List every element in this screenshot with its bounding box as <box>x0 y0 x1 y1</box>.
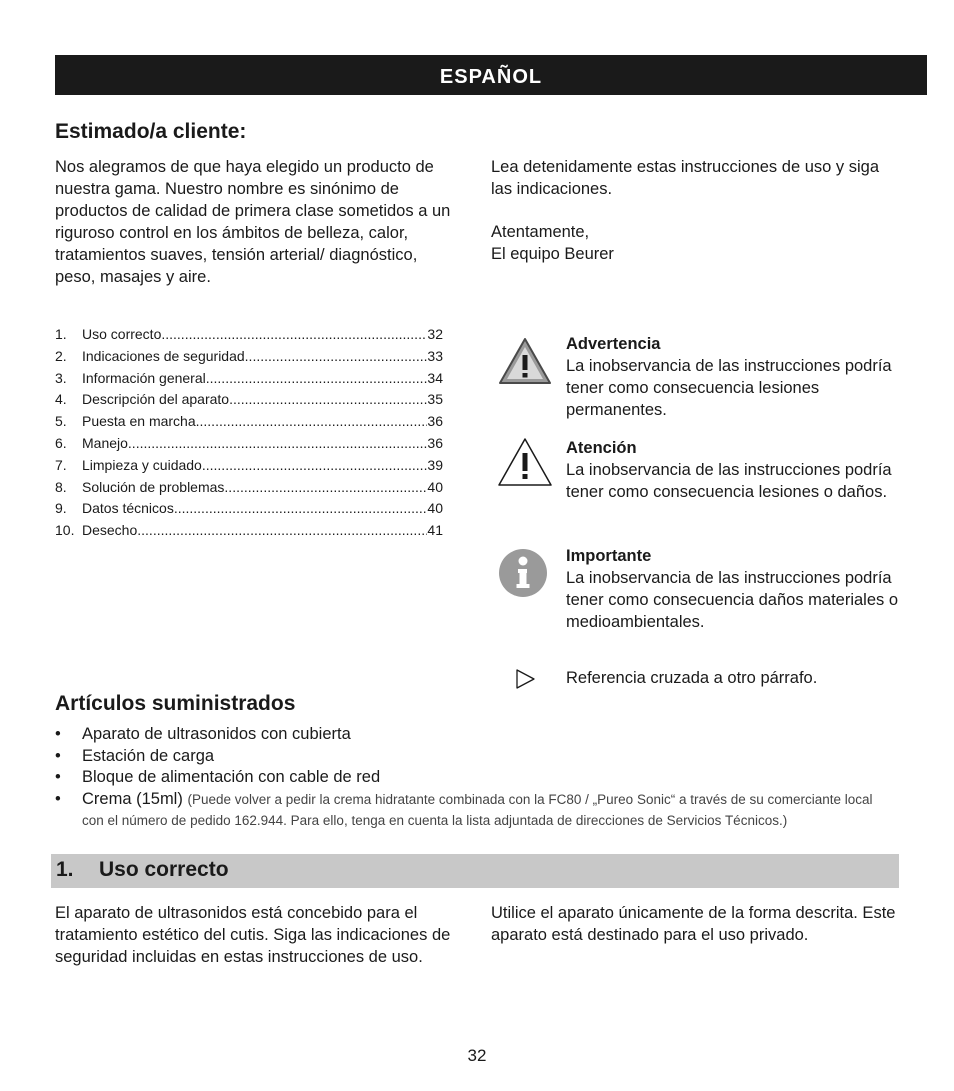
toc-entry[interactable] <box>55 368 443 390</box>
toc-title: Puesta en marcha <box>82 413 196 430</box>
caution-triangle-outline-icon <box>497 436 553 493</box>
notice-caution <box>566 437 906 503</box>
section-number: 1. <box>56 858 74 881</box>
table-of-contents <box>55 324 443 542</box>
greeting-intro: Nos alegramos de que haya elegido un producto de nuestra gama. Nuestro nombre es sinónimo de productos de calidad de primera clase sometidos a un riguroso control en los ámbitos de belleza, calor, tratamientos suaves, tensión arterial/ diagnóstico, peso, masajes y aire. <box>55 158 451 286</box>
toc-leader <box>128 433 428 455</box>
toc-number: 7. <box>55 456 67 473</box>
toc-leader <box>224 477 427 499</box>
notice-important <box>566 545 906 633</box>
toc-leader <box>229 389 427 411</box>
toc-leader <box>196 411 428 433</box>
toc-title: Datos técnicos <box>82 500 174 517</box>
toc-page: 39 <box>427 456 443 473</box>
list-item <box>55 767 895 789</box>
section-header-uso-correcto <box>51 854 899 888</box>
toc-number: 4. <box>55 391 67 408</box>
warning-triangle-filled-icon <box>498 336 552 391</box>
toc-leader <box>202 455 428 477</box>
toc-entry[interactable] <box>55 346 443 368</box>
toc-title: Solución de problemas <box>82 478 225 495</box>
page-number: 32 <box>467 1046 487 1065</box>
toc-leader <box>137 520 427 542</box>
notice-title: Importante <box>566 547 652 565</box>
toc-page: 32 <box>427 326 443 342</box>
toc-number: 5. <box>55 413 67 430</box>
notice-title: Atención <box>566 439 637 457</box>
toc-leader <box>161 324 427 346</box>
cross-reference-arrow-icon <box>514 668 536 695</box>
section1-right-text: Utilice el aparato únicamente de la forma descrita. Este aparato está destinado para el uso privado. <box>491 904 896 944</box>
toc-number: 6. <box>55 434 67 451</box>
supplied-title: Artículos suministrados <box>55 692 296 715</box>
toc-leader <box>174 498 428 520</box>
toc-entry[interactable] <box>55 389 443 411</box>
list-item-text: Estación de carga <box>82 746 215 765</box>
toc-entry[interactable] <box>55 477 443 499</box>
toc-number: 2. <box>55 347 67 364</box>
language-header: ESPAÑOL <box>55 55 927 95</box>
toc-entry[interactable] <box>55 455 443 477</box>
list-item <box>55 746 895 768</box>
toc-page: 36 <box>427 434 443 451</box>
list-item <box>55 789 895 832</box>
toc-title: Información general <box>82 369 206 386</box>
toc-page: 34 <box>427 369 443 386</box>
greeting-instruction: Lea detenidamente estas instrucciones de uso y siga las indicaciones. <box>491 158 879 198</box>
toc-leader <box>206 368 428 390</box>
greeting-signature: El equipo Beurer <box>491 245 614 263</box>
toc-leader <box>245 346 428 368</box>
toc-title: Desecho <box>82 522 138 539</box>
notice-cross-reference <box>566 667 906 689</box>
list-item-text: Aparato de ultrasonidos con cubierta <box>82 725 351 743</box>
toc-page: 40 <box>427 500 443 517</box>
notice-warning <box>566 333 906 421</box>
toc-number: 1. <box>55 326 67 342</box>
toc-title: Uso correcto <box>82 326 162 342</box>
toc-page: 35 <box>427 391 443 408</box>
list-item-text: Bloque de alimentación con cable de red <box>82 768 381 786</box>
notice-text: La inobservancia de las instrucciones podría tener como consecuencia daños materiales o medioambientales. <box>566 569 899 631</box>
toc-title: Descripción del aparato <box>82 391 230 408</box>
toc-title: Limpieza y cuidado <box>82 456 202 473</box>
toc-number: 3. <box>55 369 67 386</box>
toc-number: 10. <box>55 522 75 539</box>
notice-text: Referencia cruzada a otro párrafo. <box>566 669 818 687</box>
toc-entry[interactable] <box>55 498 443 520</box>
toc-page: 36 <box>427 413 443 430</box>
toc-page: 33 <box>427 347 443 364</box>
notice-title: Advertencia <box>566 335 661 353</box>
toc-entry[interactable] <box>55 324 443 346</box>
info-circle-icon <box>498 548 548 603</box>
toc-page: 41 <box>427 522 443 539</box>
section-title: Uso correcto <box>99 858 229 881</box>
greeting-title: Estimado/a cliente: <box>55 120 247 143</box>
toc-number: 9. <box>55 500 67 517</box>
cream-note: (Puede volver a pedir la crema hidratante combinada con la FC80 / „Pureo Sonic“ a través de su comerciante local con el número de pedido 162.944. Para ello, tenga en cuenta la lista adjuntada de direcciones de Servicios Técnicos.) <box>82 791 873 828</box>
toc-number: 8. <box>55 478 67 495</box>
supplied-list <box>55 724 895 832</box>
toc-title: Indicaciones de seguridad <box>82 347 245 364</box>
toc-entry[interactable] <box>55 520 443 542</box>
notice-text: La inobservancia de las instrucciones podría tener como consecuencia lesiones o daños. <box>566 461 892 501</box>
greeting-closing: Atentamente, <box>491 223 590 241</box>
toc-entry[interactable] <box>55 433 443 455</box>
toc-title: Manejo <box>82 434 128 451</box>
list-item-text: Crema (15ml) <box>82 789 183 808</box>
toc-entry[interactable] <box>55 411 443 433</box>
section1-left-text: El aparato de ultrasonidos está concebido para el tratamiento estético del cutis. Siga las indicaciones de seguridad incluidas en estas instrucciones de uso. <box>55 904 451 966</box>
notice-text: La inobservancia de las instrucciones podría tener como consecuencia lesiones permanentes. <box>566 357 892 419</box>
list-item <box>55 724 895 746</box>
toc-page: 40 <box>427 478 443 495</box>
